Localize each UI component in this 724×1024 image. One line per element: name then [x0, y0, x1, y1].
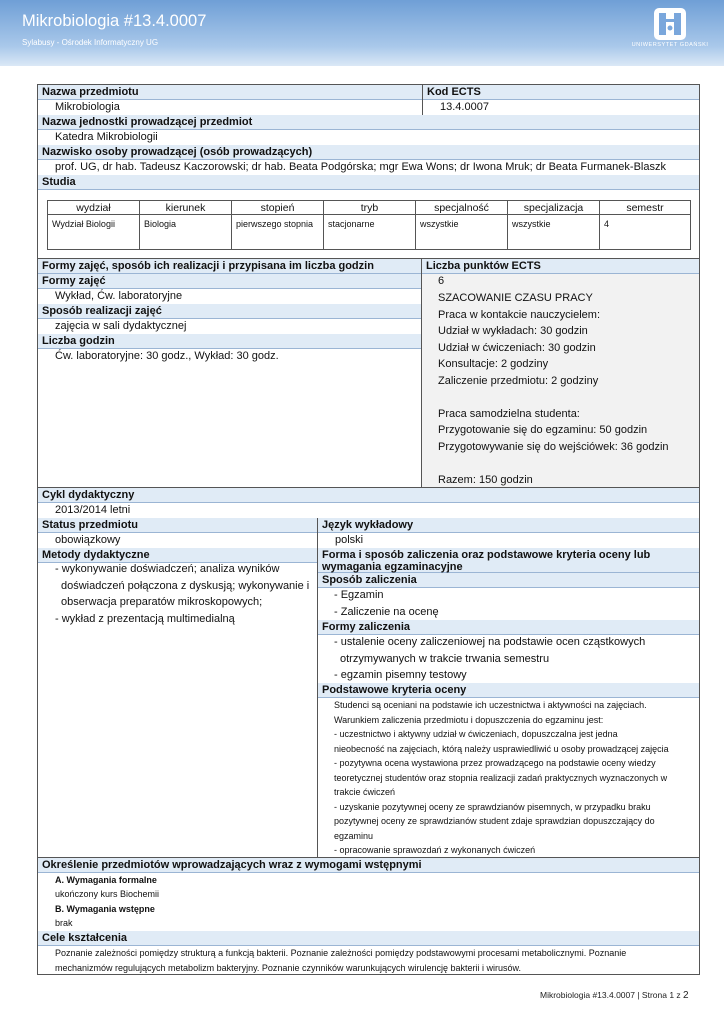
- cele-line: Poznanie zależności pomiędzy strukturą a funkcją bakterii. Poznanie zależności pomiędzy podstawowymi procesami metabolicznymi. Poznanie: [55, 948, 627, 958]
- studia-header: tryb: [324, 201, 416, 215]
- przedmiot-value: Mikrobiologia: [55, 101, 120, 113]
- godziny-value: Ćw. laboratoryjne: 30 godz., Wykład: 30 godz.: [55, 350, 279, 362]
- ects-line: Razem: 150 godzin: [438, 473, 533, 486]
- ects-code-value: 13.4.0007: [440, 101, 489, 113]
- ects-line: Konsultacje: 2 godziny: [438, 358, 549, 370]
- studia-header: semestr: [600, 201, 691, 215]
- kryteria-line: - opracowanie sprawozdań z wykonanych ćwiczeń: [334, 845, 536, 855]
- jezyk-label: Język wykładowy: [318, 518, 699, 533]
- ects-line: [438, 455, 669, 472]
- wymagania-b-value: brak: [55, 918, 73, 928]
- cele-label: Cele kształcenia: [38, 931, 699, 946]
- ects-line: Zaliczenie przedmiotu: 2 godziny: [438, 374, 599, 387]
- formy-zal-label: Formy zaliczenia: [318, 620, 699, 635]
- ects-workload-list: [438, 290, 669, 488]
- sposob-label: Sposób realizacji zajęć: [38, 304, 421, 319]
- status-value: obowiązkowy: [55, 534, 121, 546]
- footer-total: 2: [683, 990, 689, 1001]
- jednostka-label: Nazwa jednostki prowadzącej przedmiot: [38, 115, 699, 130]
- studia-cell: stacjonarne: [324, 215, 416, 250]
- kryteria-line: - uczestnictwo i aktywny udział w ćwiczeniach, dopuszczalna jest jedna: [334, 729, 618, 739]
- sposob-zal-item: - Zaliczenie na ocenę: [334, 605, 439, 618]
- formy-zal-item: - egzamin pisemny testowy: [334, 669, 467, 681]
- page-header: [0, 0, 724, 66]
- ects-line: Udział w wykładach: 30 godzin: [438, 325, 588, 337]
- studia-header: wydział: [48, 201, 140, 215]
- sposob-zal-label: Sposób zaliczenia: [318, 573, 699, 588]
- logo-text: UNIWERSYTET GDAŃSKI: [631, 42, 709, 48]
- studia-cell: Biologia: [140, 215, 232, 250]
- studia-header: specjalizacja: [508, 201, 600, 215]
- studia-label: Studia: [38, 175, 699, 190]
- kryteria-line: - uzyskanie pozytywnej oceny ze sprawdzianów pisemnych, w przypadku braku: [334, 801, 651, 812]
- kryteria-line: - pozytywna ocena wystawiona przez prowadzącego na podstawie oceny wiedzy: [334, 758, 656, 768]
- przedmiot-label: Nazwa przedmiotu: [38, 85, 422, 100]
- jednostka-value: Katedra Mikrobiologii: [55, 131, 158, 143]
- page-footer: [540, 990, 689, 1001]
- studia-cell: wszystkie: [416, 215, 508, 250]
- kryteria-line: egzaminu: [334, 830, 374, 841]
- wymagania-b-label: B. Wymagania wstępne: [55, 904, 155, 914]
- studia-header: kierunek: [140, 201, 232, 215]
- prowadzacy-value: prof. UG, dr hab. Tadeusz Kaczorowski; dr hab. Beata Podgórska; mgr Ewa Wons; dr Iwona Mruk; dr Beata Furmanek-Blaszk: [55, 161, 666, 173]
- footer-text: Mikrobiologia #13.4.0007 | Strona 1 z: [540, 990, 681, 1000]
- cykl-label: Cykl dydaktyczny: [38, 488, 699, 503]
- forma-zal-label: Forma i sposób zaliczenia oraz podstawowe kryteria oceny lub wymagania egzaminacyjne: [318, 548, 699, 573]
- ects-line: Praca w kontakcie nauczycielem:: [438, 308, 601, 321]
- ects-line: Przygotowanie się do egzaminu: 50 godzin: [438, 424, 648, 436]
- kryteria-text: [334, 698, 698, 858]
- studia-cell: 4: [600, 215, 691, 250]
- ects-points-label: Liczba punktów ECTS: [422, 259, 699, 274]
- formy-value: Wykład, Ćw. laboratoryjne: [55, 290, 183, 302]
- metody-list: [55, 561, 315, 627]
- sposob-zal-list: [334, 587, 439, 620]
- studia-cell: wszystkie: [508, 215, 600, 250]
- formy-label: Formy zajęć: [38, 274, 421, 289]
- studia-cell: pierwszego stopnia: [232, 215, 324, 250]
- studia-cell: Wydział Biologii: [48, 215, 140, 250]
- syllabus-sheet: [37, 84, 700, 975]
- studia-header-row: [48, 201, 691, 215]
- cykl-value: 2013/2014 letni: [55, 504, 131, 516]
- formy-zal-item: - ustalenie oceny zaliczeniowej na podstawie ocen cząstkowych: [334, 636, 646, 648]
- formy-zal-list: [334, 634, 645, 684]
- prowadzacy-label: Nazwisko osoby prowadzącej (osób prowadzących): [38, 145, 699, 160]
- cele-text: [55, 946, 695, 975]
- studia-table: [47, 200, 691, 250]
- wymagania-label: Określenie przedmiotów wprowadzających wraz z wymogami wstępnymi: [38, 858, 699, 873]
- metody-line: doświadczeń połączona z dyskusją; wykonywanie i: [61, 579, 310, 592]
- status-label: Status przedmiotu: [38, 518, 317, 533]
- kryteria-line: Studenci są oceniani na podstawie ich uczestnictwa i aktywności na zajęciach.: [334, 700, 647, 710]
- kryteria-label: Podstawowe kryteria oceny: [318, 683, 699, 698]
- formy-zal-item: otrzymywanych w trakcie trwania semestru: [340, 652, 550, 665]
- kryteria-line: trakcie ćwiczeń: [334, 787, 396, 797]
- wymagania-a-value: ukończony kurs Biochemii: [55, 889, 160, 899]
- kryteria-line: pozytywnej oceny ze sprawdzianów student zdaje sprawdzian dopuszczający do: [334, 816, 655, 826]
- kryteria-line: teoretycznej studentów oraz stopnia realizacji zadań praktycznych wyznaczonych w: [334, 772, 668, 783]
- ects-points-value: 6: [438, 275, 445, 287]
- wymagania-a-label: A. Wymagania formalne: [55, 875, 157, 885]
- page-title: Mikrobiologia #13.4.0007: [22, 12, 207, 30]
- sposob-zal-item: - Egzamin: [334, 589, 384, 601]
- kryteria-line: nieobecność na zajęciach, którą należy usprawiedliwić u osoby prowadzącej zajęcia: [334, 743, 669, 754]
- cele-line: mechanizmów regulujących metabolizm bakteryjny. Poznanie czynników warunkujących wirulencję bakterii i wirusów.: [55, 962, 522, 973]
- metody-line: obserwacja preparatów mikroskopowych;: [61, 596, 263, 608]
- studia-header: specjalność: [416, 201, 508, 215]
- ects-line: [438, 389, 669, 406]
- jezyk-value: polski: [335, 534, 364, 546]
- metody-line: - wykład z prezentacją multimedialną: [55, 612, 235, 625]
- ects-code-label: Kod ECTS: [423, 85, 699, 100]
- metody-label: Metody dydaktyczne: [38, 548, 317, 563]
- kryteria-line: Warunkiem zaliczenia przedmiotu i dopuszczenia do egzaminu jest:: [334, 714, 604, 725]
- godziny-label: Liczba godzin: [38, 334, 421, 349]
- sposob-value: zajęcia w sali dydaktycznej: [55, 320, 187, 332]
- ects-line: SZACOWANIE CZASU PRACY: [438, 292, 593, 304]
- ects-line: Przygotowywanie się do wejściówek: 36 godzin: [438, 440, 669, 453]
- ects-line: Praca samodzielna studenta:: [438, 407, 580, 420]
- studia-header: stopień: [232, 201, 324, 215]
- metody-line: - wykonywanie doświadczeń; analiza wyników: [55, 563, 280, 575]
- ects-line: Udział w ćwiczeniach: 30 godzin: [438, 341, 596, 354]
- page-subtitle: Sylabusy - Ośrodek Informatyczny UG: [22, 38, 159, 47]
- studia-row: [48, 215, 691, 250]
- formy-section-label: Formy zajęć, sposób ich realizacji i przypisana im liczba godzin: [38, 259, 421, 274]
